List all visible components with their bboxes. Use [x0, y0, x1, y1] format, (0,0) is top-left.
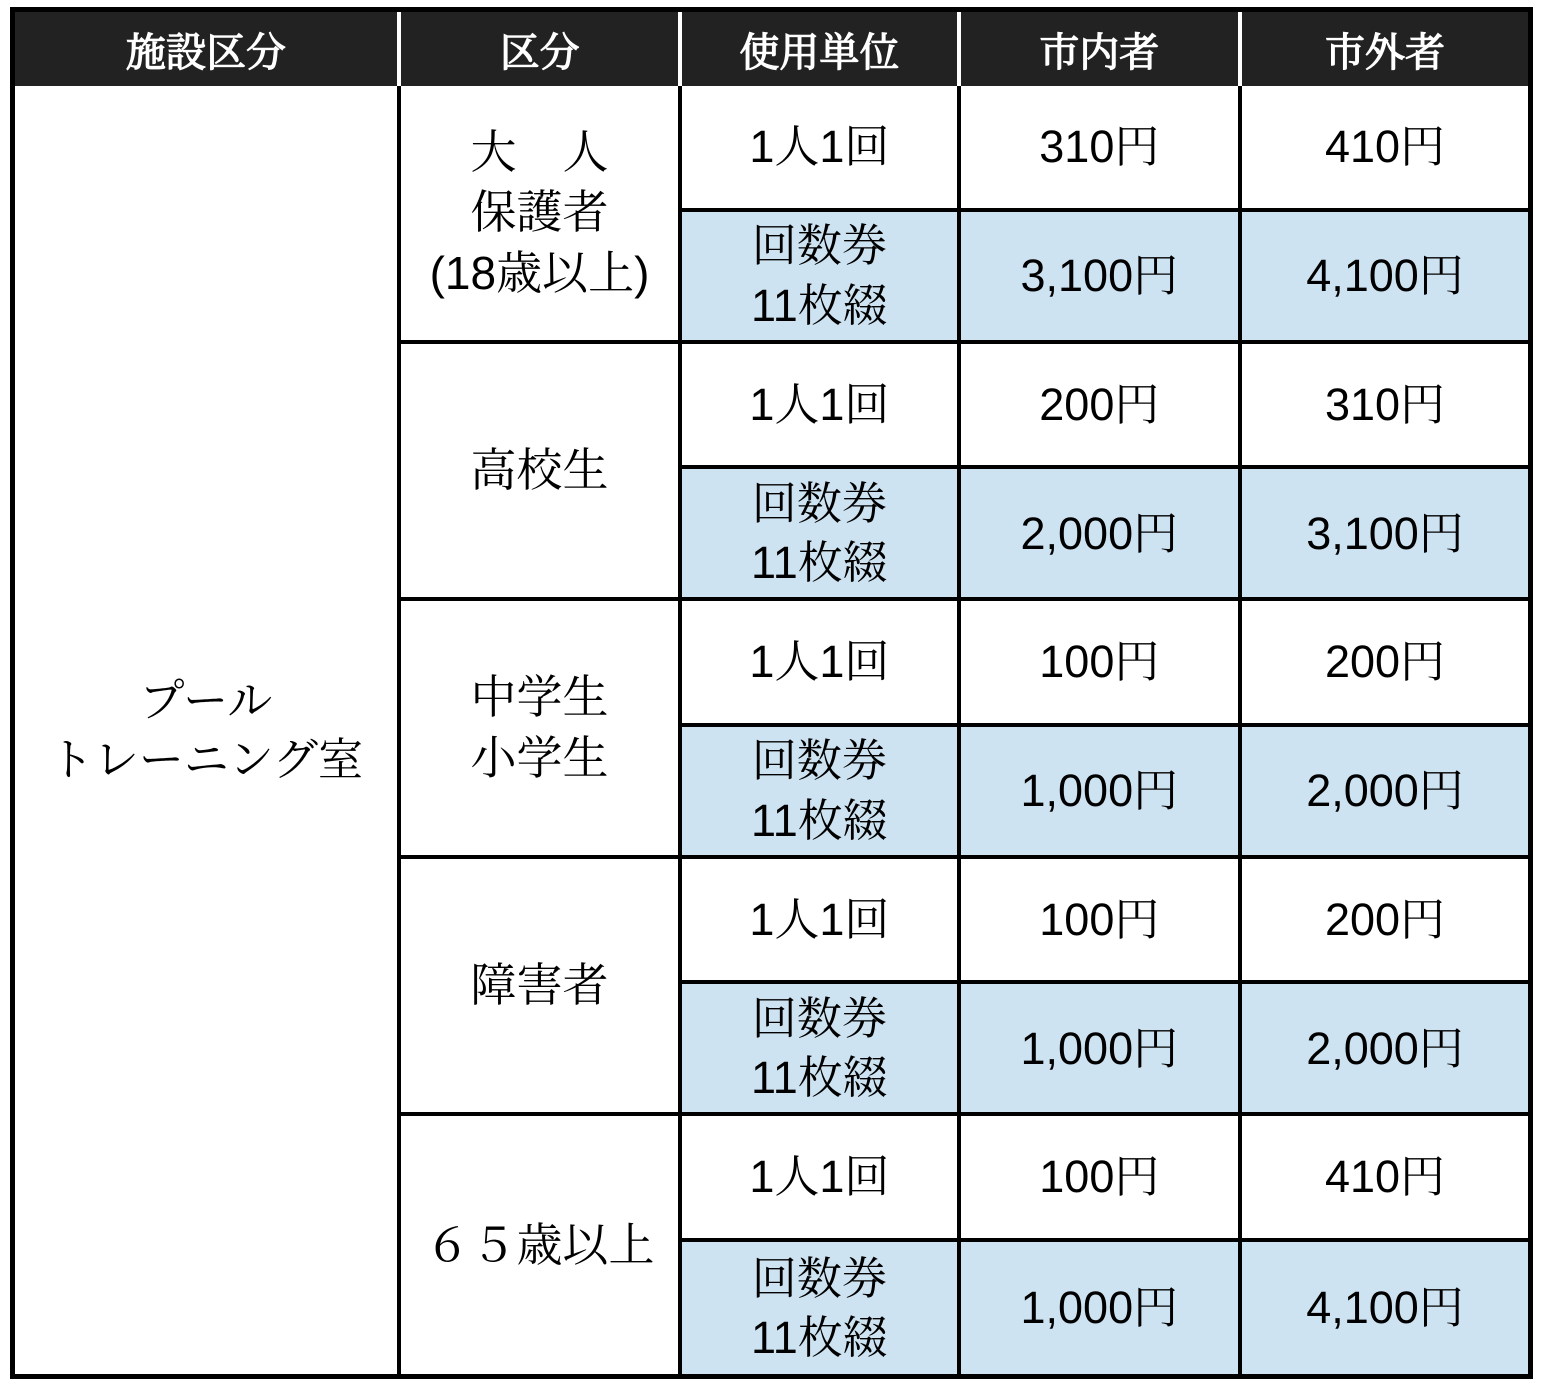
- category-line: 小学生: [470, 731, 609, 784]
- header-outer-city: 市外者: [1242, 12, 1528, 86]
- unit-book-line: 回数券: [751, 992, 887, 1044]
- price-cell: 4,100円: [1242, 1242, 1528, 1374]
- category-line: 高校生: [470, 444, 609, 496]
- price-cell: 200円: [1242, 601, 1528, 727]
- price-cell: 2,000円: [1242, 727, 1528, 859]
- header-facility: 施設区分: [15, 12, 401, 86]
- category-cell-highschool: [401, 344, 682, 602]
- category-line: (18歳以上): [429, 247, 650, 300]
- unit-book-line: 回数券: [751, 1252, 887, 1304]
- price-cell: 310円: [961, 86, 1242, 212]
- unit-cell-book: [682, 727, 960, 859]
- unit-cell-single: 1人1回: [682, 859, 960, 985]
- unit-book-line: 回数券: [751, 735, 887, 787]
- price-cell: 2,000円: [1242, 984, 1528, 1116]
- unit-cell-book: [682, 212, 960, 344]
- price-cell: 100円: [961, 859, 1242, 985]
- price-cell: 3,100円: [1242, 469, 1528, 601]
- category-line: ６５歳以上: [424, 1218, 655, 1271]
- fee-table-header: [15, 12, 1528, 86]
- price-cell: 1,000円: [961, 1242, 1242, 1374]
- category-cell-students: [401, 601, 682, 859]
- category-cell-senior: [401, 1116, 682, 1374]
- unit-book-line: 11枚綴: [751, 794, 888, 846]
- category-line: 中学生: [470, 671, 609, 724]
- unit-book-line: 11枚綴: [751, 1312, 888, 1364]
- price-cell: 1,000円: [961, 727, 1242, 859]
- category-line: 大 人: [470, 125, 609, 178]
- unit-cell-single: 1人1回: [682, 344, 960, 470]
- facility-line: プール: [139, 674, 273, 726]
- unit-cell-single: 1人1回: [682, 1116, 960, 1242]
- price-cell: 410円: [1242, 1116, 1528, 1242]
- unit-cell-single: 1人1回: [682, 86, 960, 212]
- fee-table: [15, 12, 1528, 1374]
- header-unit: 使用単位: [682, 12, 960, 86]
- unit-cell-book: [682, 469, 960, 601]
- unit-cell-book: [682, 1242, 960, 1374]
- price-cell: 100円: [961, 601, 1242, 727]
- price-cell: 200円: [1242, 859, 1528, 985]
- header-inner-city: 市内者: [961, 12, 1242, 86]
- header-row: [15, 12, 1528, 86]
- unit-book-line: 11枚綴: [751, 537, 888, 589]
- price-cell: 200円: [961, 344, 1242, 470]
- unit-book-line: 回数券: [751, 477, 887, 529]
- unit-book-line: 11枚綴: [751, 279, 888, 331]
- price-cell: 310円: [1242, 344, 1528, 470]
- price-cell: 2,000円: [961, 469, 1242, 601]
- facility-line: トレーニング室: [48, 734, 363, 785]
- price-cell: 410円: [1242, 86, 1528, 212]
- fee-table-body: [15, 86, 1528, 1374]
- category-line: 障害者: [470, 959, 609, 1012]
- unit-cell-book: [682, 984, 960, 1116]
- facility-cell: [15, 86, 401, 1374]
- price-cell: 4,100円: [1242, 212, 1528, 344]
- header-category: 区分: [401, 12, 682, 86]
- price-cell: 3,100円: [961, 212, 1242, 344]
- table-row: [15, 86, 1528, 212]
- unit-book-line: 回数券: [751, 220, 887, 272]
- unit-cell-single: 1人1回: [682, 601, 960, 727]
- category-cell-adult: [401, 86, 682, 344]
- category-cell-disabled: [401, 859, 682, 1117]
- price-cell: 100円: [961, 1116, 1242, 1242]
- price-cell: 1,000円: [961, 984, 1242, 1116]
- category-line: 保護者: [470, 186, 609, 239]
- fee-table-container: [10, 7, 1533, 1379]
- unit-book-line: 11枚綴: [751, 1052, 888, 1104]
